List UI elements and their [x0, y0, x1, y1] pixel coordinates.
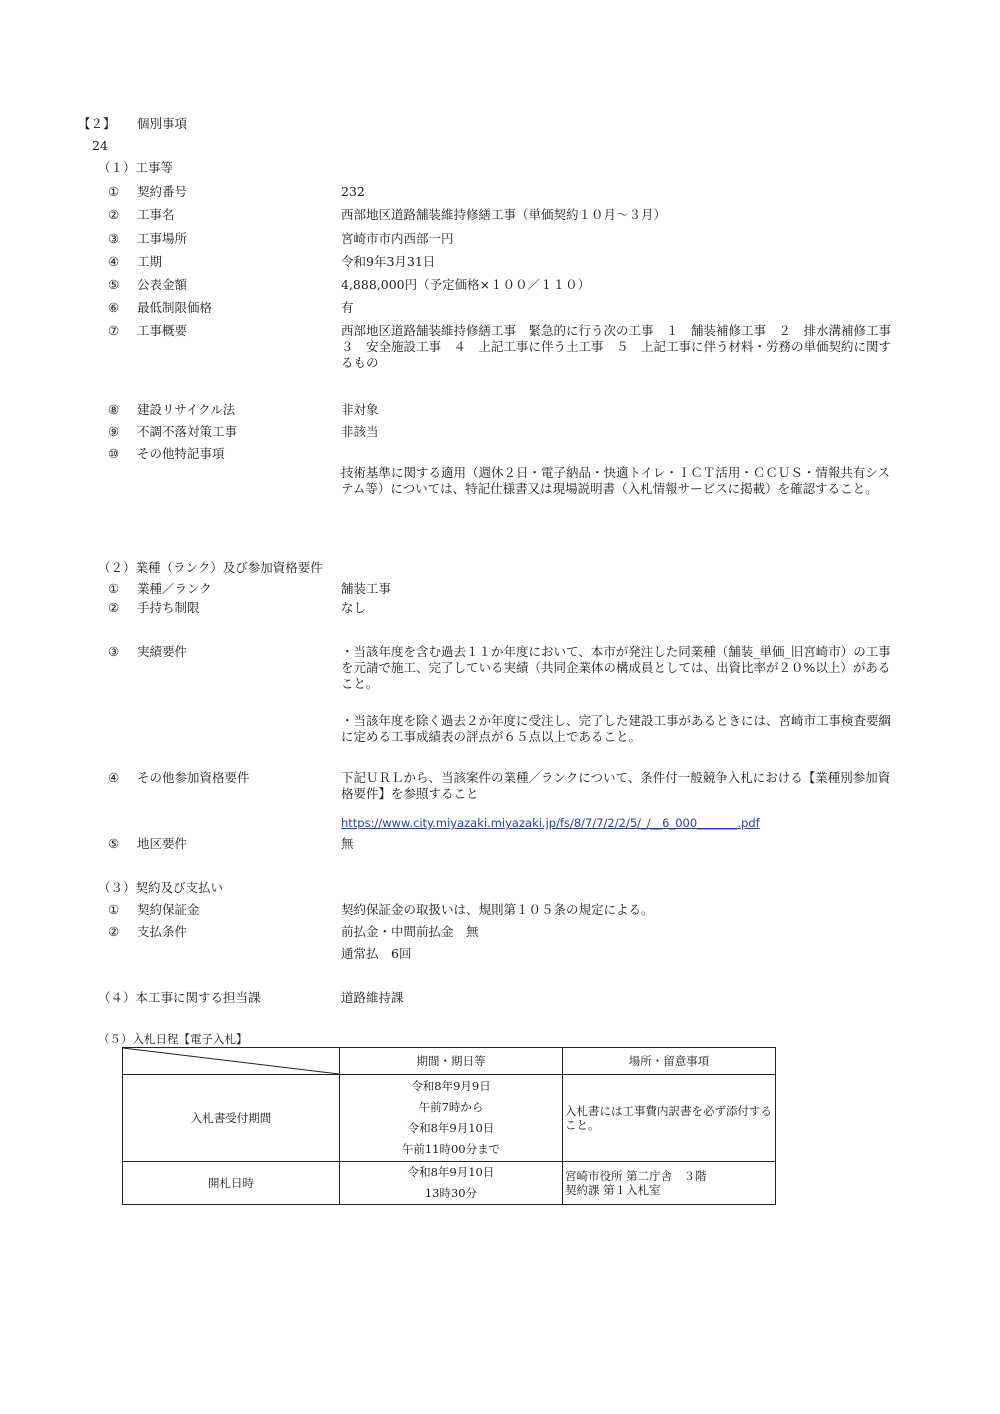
row-label-opening: 開札日時 [123, 1162, 340, 1205]
diagonal-corner-cell [123, 1048, 340, 1075]
s2-row3-value: ・当該年度を含む過去１１か年度において、本市が発注した同業種（舗装_単価_旧宮崎市）の工事を元請で施工、完了している実績（共同企業体の構成員としては、出資比率が２０%以上）があること。 [341, 644, 891, 691]
s2-row4-num: ④ [108, 770, 120, 785]
opening-location: 宮崎市役所 第二庁舎 ３階 契約課 第１入札室 [563, 1162, 776, 1205]
s3-row2-num: ② [108, 924, 120, 939]
item-number: 24 [92, 138, 108, 153]
period-line: 午前7時から [418, 1100, 484, 1114]
col-header-notes: 場所・留意事項 [563, 1048, 776, 1075]
s1-row8-value: 非対象 [341, 402, 379, 417]
period-line: 13時30分 [424, 1186, 478, 1200]
s1-row10-num: ⑩ [108, 446, 120, 461]
s1-row6-label: 最低制限価格 [137, 300, 213, 315]
s4-heading: （４）本工事に関する担当課 [98, 990, 261, 1005]
period-line: 令和8年9月10日 [407, 1121, 495, 1135]
s1-row4-num: ④ [108, 254, 120, 269]
period-line: 午前11時00分まで [401, 1142, 501, 1156]
s2-row1-num: ① [108, 581, 120, 596]
s1-row9-value: 非該当 [341, 424, 379, 439]
s2-row2-num: ② [108, 600, 120, 615]
s1-row1-value: 232 [341, 184, 365, 199]
table-header-row [123, 1048, 776, 1075]
s1-row7-value: 西部地区道路舗装維持修繕工事 緊急的に行う次の工事 １ 舗装補修工事 ２ 排水溝補修工事 ３ 安全施設工事 ４ 上記工事に伴う土工事 ５ 上記工事に伴う材料・労務の単価契約に関するもの [341, 323, 904, 370]
s1-row2-value: 西部地区道路舗装維持修繕工事（単価契約１０月～３月） [341, 207, 667, 222]
s3-row1-value: 契約保証金の取扱いは、規則第１０５条の規定による。 [341, 902, 654, 917]
s2-row1-label: 業種／ランク [137, 581, 212, 596]
s1-row4-label: 工期 [137, 254, 163, 269]
s1-row9-num: ⑨ [108, 424, 120, 439]
s1-row1-label: 契約番号 [137, 184, 188, 199]
period-line: 令和8年9月9日 [411, 1079, 491, 1093]
s2-row2-label: 手持ち制限 [137, 600, 200, 615]
requirements-url-link[interactable]: https://www.city.miyazaki.miyazaki.jp/fs/8/7/7/2/2/5/_/__6_000_______.pdf [341, 816, 760, 830]
submission-period-cell [340, 1075, 563, 1162]
s1-row5-label: 公表金額 [137, 277, 188, 292]
s2-row5-value: 無 [341, 836, 354, 851]
period-line: 令和8年9月10日 [407, 1165, 495, 1179]
s1-row7-num: ⑦ [108, 323, 120, 338]
s3-row2-value: 前払金・中間前払金 無 [341, 924, 479, 939]
s1-row6-num: ⑥ [108, 300, 120, 315]
bid-schedule-table [122, 1047, 776, 1205]
s2-row5-label: 地区要件 [137, 836, 188, 851]
s2-row5-num: ⑤ [108, 836, 120, 851]
s1-row9-label: 不調不落対策工事 [137, 424, 238, 439]
s1-heading: （１）工事等 [98, 160, 174, 175]
submission-notes: 入札書には工事費内訳書を必ず添付すること。 [563, 1075, 776, 1162]
s1-row1-num: ① [108, 184, 120, 199]
s1-row8-label: 建設リサイクル法 [137, 402, 236, 417]
s1-row3-num: ③ [108, 231, 120, 246]
s1-row10-label: その他特記事項 [137, 446, 225, 461]
table-row [123, 1075, 776, 1162]
s2-row3-label: 実績要件 [137, 644, 188, 659]
s2-row3-value2: ・当該年度を除く過去２か年度に受注し、完了した建設工事があるときには、宮崎市工事検査要綱に定める工事成績表の評点が６５点以上であること。 [341, 713, 892, 744]
s3-row2-value2: 通常払 6回 [341, 946, 412, 961]
table-row [123, 1162, 776, 1205]
s2-row3-num: ③ [108, 644, 120, 659]
section-title: 個別事項 [137, 116, 188, 131]
s1-row3-value: 宮崎市市内西部一円 [341, 231, 454, 246]
s1-row3-label: 工事場所 [137, 231, 188, 246]
s1-row6-value: 有 [341, 300, 354, 315]
s2-row4-label: その他参加資格要件 [137, 770, 250, 785]
s3-row1-label: 契約保証金 [137, 902, 200, 917]
section-bracket: 【２】 [78, 116, 116, 131]
s5-heading: （５）入札日程【電子入札】 [98, 1032, 248, 1046]
s1-row4-value: 令和9年3月31日 [341, 254, 436, 269]
col-header-period: 期間・期日等 [340, 1048, 563, 1075]
s1-row7-label: 工事概要 [137, 323, 188, 338]
s1-row2-label: 工事名 [137, 207, 175, 222]
s2-heading: （２）業種（ランク）及び参加資格要件 [98, 560, 323, 575]
s2-row2-value: なし [341, 600, 367, 615]
diagonal-line [123, 1048, 339, 1074]
s1-row5-num: ⑤ [108, 277, 120, 292]
s3-row1-num: ① [108, 902, 120, 917]
row-label-submission: 入札書受付期間 [123, 1075, 340, 1162]
s1-row10-value: 技術基準に関する適用（週休２日・電子納品・快適トイレ・ＩＣＴ活用・ＣＣＵＳ・情報共有システム等）については、特記仕様書又は現場説明書（入札情報サービスに掲載）を確認すること。 [341, 465, 891, 496]
s3-row2-label: 支払条件 [137, 924, 188, 939]
opening-datetime-cell [340, 1162, 563, 1205]
s1-row2-num: ② [108, 207, 120, 222]
s4-value: 道路維持課 [341, 990, 404, 1005]
s2-row4-value: 下記ＵＲＬから、当該案件の業種／ランクについて、条件付一般競争入札における【業種別参加資格要件】を参照すること [341, 770, 891, 801]
s1-row5-value: 4,888,000円（予定価格×１００／１１０） [341, 277, 591, 292]
s2-row1-value: 舗装工事 [341, 581, 392, 596]
s3-heading: （３）契約及び支払い [98, 880, 224, 895]
s1-row8-num: ⑧ [108, 402, 120, 417]
